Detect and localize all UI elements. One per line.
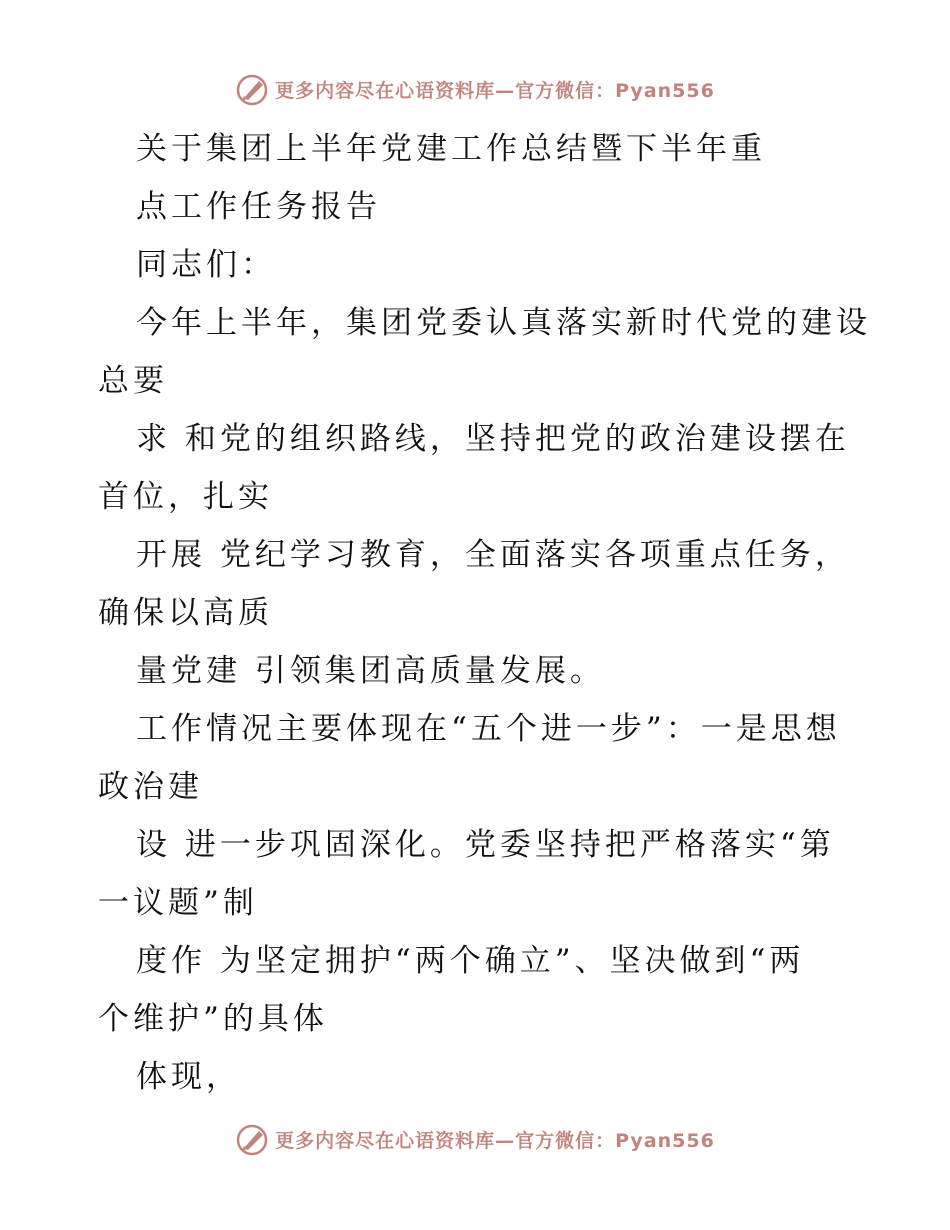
paragraph-line: 今年上半年，集团党委认真落实新时代党的建设 xyxy=(136,305,871,341)
paragraph-line: 度作 为坚定拥护“两个确立”、坚决做到“两 xyxy=(136,943,805,979)
doc-title-line-1: 关于集团上半年党建工作总结暨下半年重 xyxy=(136,131,766,167)
document-body xyxy=(98,120,871,1106)
doc-title-line-2: 点工作任务报告 xyxy=(136,189,381,225)
pen-nib-logo-icon xyxy=(235,1122,269,1156)
paragraph-line: 确保以高质 xyxy=(98,595,273,631)
paragraph-line: 开展 党纪学习教育，全面落实各项重点任务， xyxy=(136,537,850,573)
watermark-footer xyxy=(0,1122,950,1156)
paragraph-line: 量党建 引领集团高质量发展。 xyxy=(136,653,605,689)
paragraph-line: 设 进一步巩固深化。党委坚持把严格落实“第 xyxy=(136,827,835,863)
paragraph-line: 一议题”制 xyxy=(98,885,258,921)
watermark-header xyxy=(0,72,950,106)
paragraph-line: 工作情况主要体现在“五个进一步”：一是思想 xyxy=(136,711,841,747)
paragraph-line: 总要 xyxy=(98,363,168,399)
salutation: 同志们： xyxy=(136,247,276,283)
paragraph-line: 体现， xyxy=(136,1059,241,1095)
watermark-text: 更多内容尽在心语资料库—官方微信：Pyan556 xyxy=(275,1129,715,1152)
paragraph-line: 个维护”的具体 xyxy=(98,1001,328,1037)
paragraph-line: 首位，扎实 xyxy=(98,479,273,515)
paragraph-line: 求 和党的组织路线，坚持把党的政治建设摆在 xyxy=(136,421,850,457)
paragraph-line: 政治建 xyxy=(98,769,203,805)
watermark-text: 更多内容尽在心语资料库—官方微信：Pyan556 xyxy=(275,79,715,102)
pen-nib-logo-icon xyxy=(235,72,269,106)
